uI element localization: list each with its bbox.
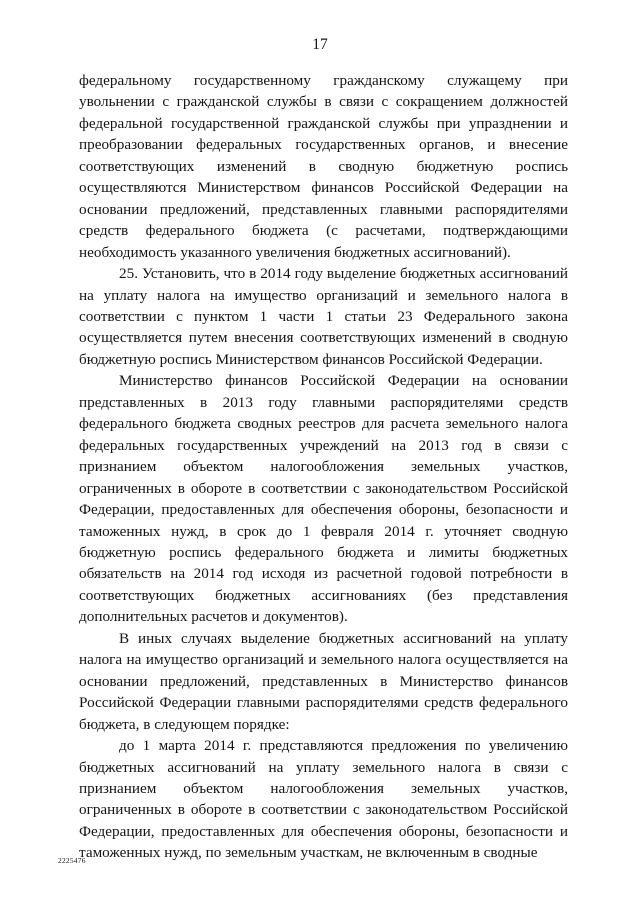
paragraph-continuation: федеральному государственному гражданскому служащему при увольнении с гражданской службы в связи с сокращением должностей федеральной государственной гражданской службы при упразднении и преобразовании федеральных государственных органов, и внесение соответствующих изменений в сводную бюджетную роспись осуществляются Министерством финансов Российской Федерации на основании предложений, представленных главными распорядителями средств федерального бюджета (с расчетами, подтверждающими необходимость указанного увеличения бюджетных ассигнований). xyxy=(79,72,568,261)
paragraph-deadline-march: до 1 марта 2014 г. представляются предложения по увеличению бюджетных ассигнований на уплату земельного налога в связи с признанием объектом налогообложения земельных участков, ограниченных в обороте в соответствии с законодательством Российской Федерации, предоставленных для обеспечения обороны, безопасности и таможенных нужд, по земельным участкам, не включенным в сводные xyxy=(79,737,568,862)
document-code: 2225476 xyxy=(58,856,86,865)
body-text xyxy=(79,70,568,864)
page-number: 17 xyxy=(312,36,328,53)
paragraph-item-25: 25. Установить, что в 2014 году выделение бюджетных ассигнований на уплату налога на имущество организаций и земельного налога в соответствии с пунктом 1 части 1 статьи 23 Федерального закона осуществляется путем внесения соответствующих изменений в сводную бюджетную роспись Министерством финансов Российской Федерации. xyxy=(79,265,568,368)
paragraph-ministry-clarification: Министерство финансов Российской Федерации на основании представленных в 2013 году главными распорядителями средств федерального бюджета сводных реестров для расчета земельного налога федеральных государственных учреждений на 2013 год в связи с признанием объектом налогообложения земельных участков, ограниченных в обороте в соответствии с законодательством Российской Федерации, предоставленных для обеспечения обороны, безопасности и таможенных нужд, в срок до 1 февраля 2014 г. уточняет сводную бюджетную роспись федерального бюджета и лимиты бюджетных обязательств на 2014 год исходя из расчетной годовой потребности в соответствующих бюджетных ассигнованиях (без представления дополнительных расчетов и документов). xyxy=(79,372,568,626)
paragraph-other-cases: В иных случаях выделение бюджетных ассигнований на уплату налога на имущество организаций и земельного налога осуществляется на основании предложений, представленных в Министерство финансов Российской Федерации главными распорядителями средств федерального бюджета, в следующем порядке: xyxy=(79,629,568,733)
